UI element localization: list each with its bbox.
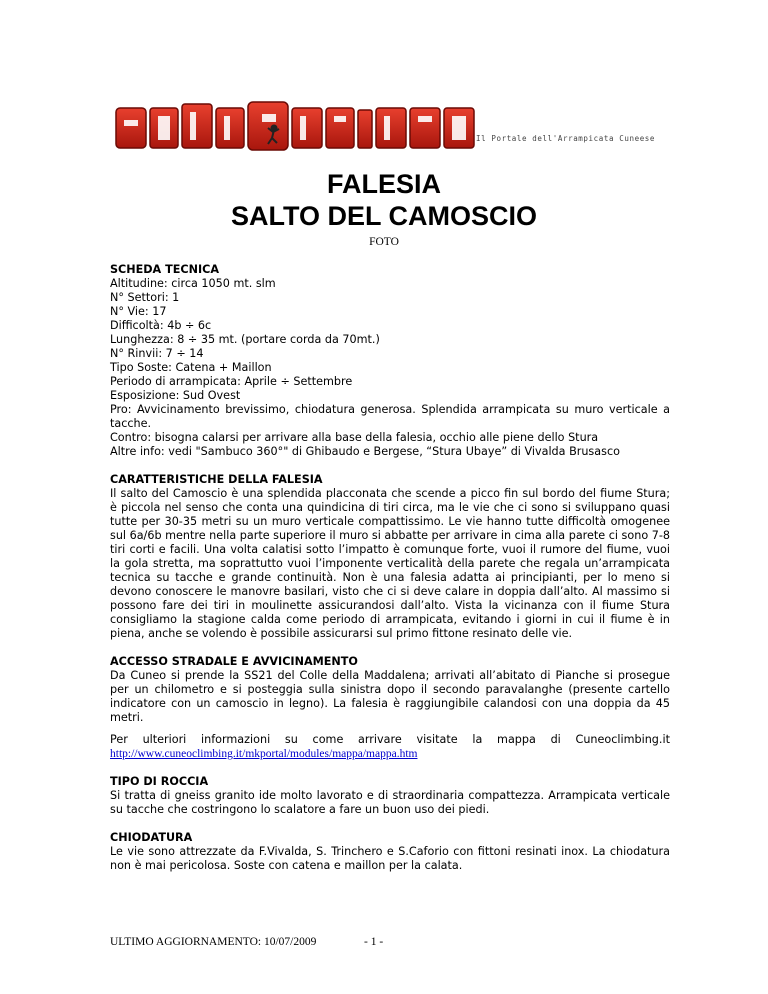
section-heading: TIPO DI ROCCIA bbox=[110, 775, 209, 788]
scheda-contro: Contro: bisogna calarsi per arrivare alla base della falesia, occhio alle piene dello Stura bbox=[110, 431, 599, 444]
mappa-link[interactable]: http://www.cuneoclimbing.it/mkportal/modules/mappa/mappa.htm bbox=[110, 748, 418, 760]
header-tagline: Il Portale dell'Arrampicata Cuneese bbox=[476, 134, 656, 143]
scheda-line: Altitudine: circa 1050 mt. slm bbox=[110, 277, 276, 290]
info-word: ulteriori bbox=[142, 733, 187, 746]
section-heading: ACCESSO STRADALE E AVVICINAMENTO bbox=[110, 655, 358, 668]
info-word: come bbox=[312, 733, 344, 746]
page-title-line1: FALESIA bbox=[326, 169, 441, 199]
scheda-line: N° Rinvii: 7 ÷ 14 bbox=[110, 347, 204, 360]
scheda-line: N° Vie: 17 bbox=[110, 305, 167, 318]
scheda-line: Periodo di arrampicata: Aprile ÷ Settembre bbox=[110, 375, 353, 388]
page-title-line2: SALTO DEL CAMOSCIO bbox=[230, 201, 538, 231]
info-line bbox=[110, 733, 670, 747]
cuneoclimbing-logo bbox=[114, 98, 476, 156]
chiodatura-section bbox=[110, 831, 670, 873]
roccia-section bbox=[110, 775, 670, 817]
section-text: Le vie sono attrezzate da F.Vivalda, S. Trinchero e S.Caforio con fittoni resinati inox. La chiodatura non è mai pericolosa. Soste con catena e maillon per la calata. bbox=[110, 845, 670, 872]
footer-last-updated: ULTIMO AGGIORNAMENTO: 10/07/2009 bbox=[110, 936, 317, 948]
section-text: Da Cuneo si prende la SS21 del Colle della Maddalena; arrivati all’abitato di Pianche si prosegue per un chilometro e si posteggia sulla sinistra dopo il secondo paravalanghe (presente cartello indicatore con un camoscio in legno). La falesia è raggiungibile calandosi con una doppia da 45 metri. bbox=[110, 669, 670, 724]
accesso-section bbox=[110, 655, 670, 761]
section-heading: SCHEDA TECNICA bbox=[110, 263, 219, 276]
scheda-line: Esposizione: Sud Ovest bbox=[110, 389, 241, 402]
header-banner bbox=[114, 98, 680, 156]
section-text: Si tratta di gneiss granito ide molto lavorato e di straordinaria compattezza. Arrampicata verticale su tacche che costringono lo scalatore a fare un buon uso dei piedi. bbox=[110, 789, 670, 816]
info-word: la bbox=[472, 733, 483, 746]
scheda-pro: Pro: Avvicinamento brevissimo, chiodatura generosa. Splendida arrampicata su muro verticale a tacche. bbox=[110, 403, 670, 430]
document-body bbox=[110, 263, 670, 887]
info-word: su bbox=[284, 733, 298, 746]
scheda-altre-info: Altre info: vedi "Sambuco 360°" di Ghibaudo e Bergese, “Stura Ubaye” di Vivalda Brusasco bbox=[110, 445, 620, 458]
scheda-line: N° Settori: 1 bbox=[110, 291, 180, 304]
foto-label: FOTO bbox=[369, 236, 399, 248]
scheda-line: Tipo Soste: Catena + Maillon bbox=[110, 361, 272, 374]
scheda-line: Lunghezza: 8 ÷ 35 mt. (portare corda da 70mt.) bbox=[110, 333, 380, 346]
section-heading: CARATTERISTICHE DELLA FALESIA bbox=[110, 473, 323, 486]
footer-page-number: - 1 - bbox=[364, 936, 384, 948]
info-word: mappa bbox=[497, 733, 536, 746]
info-word: Per bbox=[110, 733, 128, 746]
info-word: informazioni bbox=[201, 733, 271, 746]
info-word: di bbox=[550, 733, 561, 746]
section-heading: CHIODATURA bbox=[110, 831, 193, 844]
scheda-tecnica-section bbox=[110, 263, 670, 459]
scheda-line: Difficoltà: 4b ÷ 6c bbox=[110, 319, 212, 332]
info-word: arrivare bbox=[358, 733, 402, 746]
section-text: Il salto del Camoscio è una splendida placconata che scende a picco fin sul bordo del fiume Stura; è piccola nel senso che conta una quindicina di tiri circa, ma le vie che ci sono si sviluppano quasi tutte per 30-35 metri su un muro verticale compattissimo. Le vie hanno tutte difficoltà omogenee sul 6a/6b mentre nella parte superiore il muro si abbatte per arrivare in cima alla parete ci sono 7-8 tiri corti e facili. Una volta calatisi sotto l’impatto è comunque forte, vuoi il rumore del fiume, vuoi la gola stretta, ma soprattutto vuoi l’imponente verticalità della parete che regala un’arrampicata tecnica su tacche e grande continuità. Non è una falesia adatta ai principianti, per lo meno si devono conoscere le manovre basilari, visto che ci si deve calare in doppia dall’alto. Al massimo si possono fare dei tiri in moulinette assicurandosi dall’alto. Vista la vicinanza con il fiume Stura consigliamo la stagione calda come periodo di arrampicata, evitando i giorni in cui il fiume è in piena, anche se volendo è possibile assicurarsi sul primo fittone resinato delle vie. bbox=[110, 487, 670, 640]
info-word: Cuneoclimbing.it bbox=[575, 733, 670, 746]
info-word: visitate bbox=[416, 733, 458, 746]
caratteristiche-section bbox=[110, 473, 670, 641]
